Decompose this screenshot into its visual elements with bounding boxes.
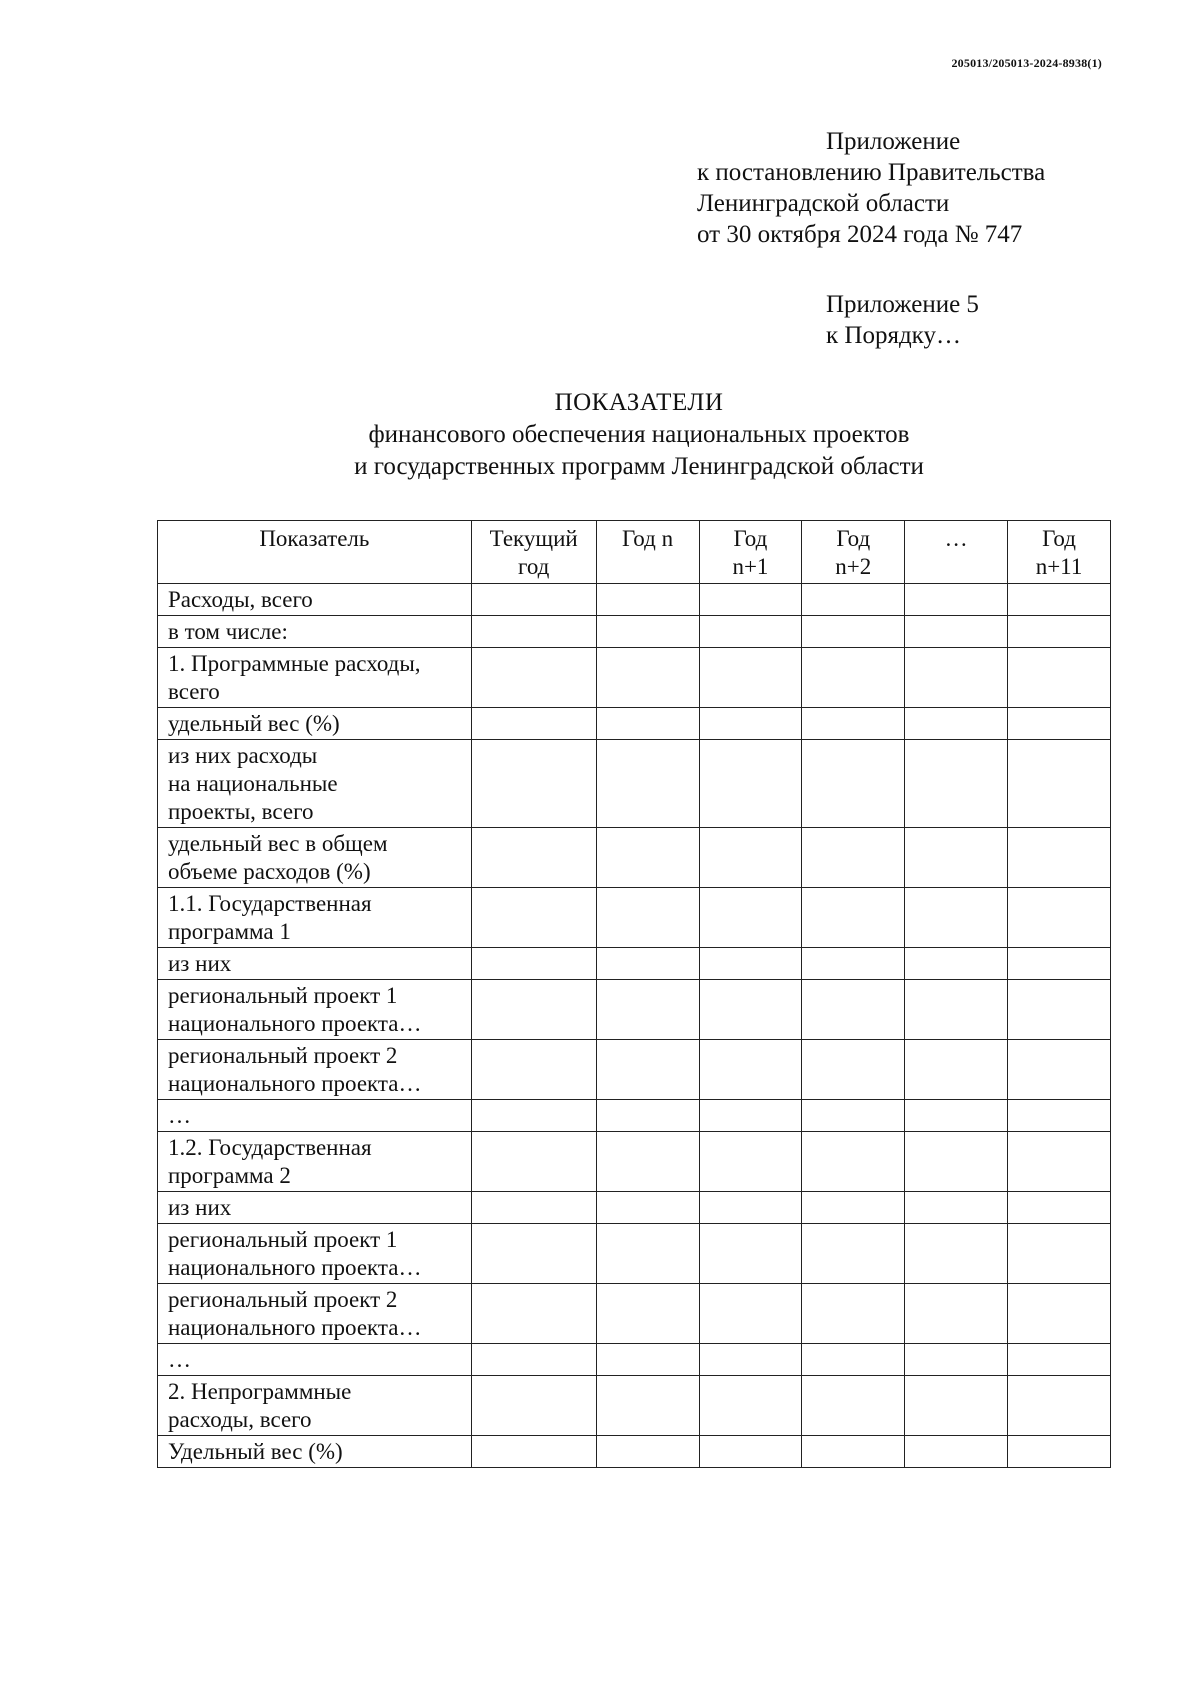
table-row [158,708,1111,740]
appendix-5-line: Приложение 5 [826,291,979,318]
value-cell [802,584,905,616]
value-cell [1008,1344,1111,1376]
value-cell [1008,1040,1111,1100]
table-body [158,584,1111,1468]
value-cell [471,1040,596,1100]
row-label: региональный проект 2 национального проекта… [158,1040,472,1100]
row-label: удельный вес (%) [158,708,472,740]
value-cell [471,740,596,828]
table-row [158,740,1111,828]
value-cell [699,1100,802,1132]
value-cell [471,1192,596,1224]
value-cell [699,1344,802,1376]
value-cell [1008,980,1111,1040]
value-cell [596,1436,699,1468]
value-cell [596,1376,699,1436]
value-cell [1008,1192,1111,1224]
value-cell [802,1224,905,1284]
value-cell [699,980,802,1040]
row-label: 1. Программные расходы, всего [158,648,472,708]
value-cell [905,1376,1008,1436]
value-cell [596,1192,699,1224]
value-cell [471,584,596,616]
row-label: из них расходы на национальные проекты, всего [158,740,472,828]
header-indicator: Показатель [158,521,472,584]
value-cell [471,1100,596,1132]
value-cell [699,740,802,828]
value-cell [905,888,1008,948]
value-cell [905,1224,1008,1284]
header-current-year: Текущий год [471,521,596,584]
row-label: 2. Непрограммные расходы, всего [158,1376,472,1436]
table-row [158,1040,1111,1100]
value-cell [596,740,699,828]
value-cell [596,1344,699,1376]
value-cell [699,1192,802,1224]
value-cell [1008,948,1111,980]
header-year-n2: Год n+2 [802,521,905,584]
value-cell [905,828,1008,888]
value-cell [699,584,802,616]
value-cell [699,1376,802,1436]
value-cell [802,828,905,888]
value-cell [471,948,596,980]
value-cell [1008,1132,1111,1192]
value-cell [1008,1436,1111,1468]
title-line-3: и государственных программ Ленинградской области [354,453,924,480]
table-row [158,1284,1111,1344]
value-cell [471,980,596,1040]
value-cell [802,948,905,980]
value-cell [699,828,802,888]
value-cell [471,828,596,888]
table-row [158,1344,1111,1376]
value-cell [596,948,699,980]
value-cell [1008,1224,1111,1284]
value-cell [905,708,1008,740]
row-label: региональный проект 2 национального проекта… [158,1284,472,1344]
table-header-row [158,521,1111,584]
value-cell [471,1224,596,1284]
row-label: из них [158,1192,472,1224]
value-cell [596,1100,699,1132]
value-cell [802,1376,905,1436]
value-cell [802,740,905,828]
value-cell [471,648,596,708]
table-row [158,1132,1111,1192]
value-cell [596,708,699,740]
value-cell [1008,828,1111,888]
value-cell [699,1436,802,1468]
value-cell [699,1040,802,1100]
table-row [158,1376,1111,1436]
value-cell [802,1192,905,1224]
table-row [158,1436,1111,1468]
value-cell [471,1284,596,1344]
value-cell [905,740,1008,828]
row-label: в том числе: [158,616,472,648]
document-title [0,387,1200,483]
table-row [158,828,1111,888]
document-id: 205013/205013-2024-8938(1) [951,56,1102,70]
value-cell [699,616,802,648]
row-label: удельный вес в общем объеме расходов (%) [158,828,472,888]
value-cell [471,708,596,740]
value-cell [802,1436,905,1468]
title-main: ПОКАЗАТЕЛИ [554,389,724,416]
value-cell [699,648,802,708]
value-cell [905,1132,1008,1192]
value-cell [596,828,699,888]
value-cell [1008,888,1111,948]
table-row [158,584,1111,616]
row-label: из них [158,948,472,980]
value-cell [905,648,1008,708]
value-cell [802,1040,905,1100]
header-year-n1: Год n+1 [699,521,802,584]
appendix-line: от 30 октября 2024 года № 747 [697,221,1023,248]
value-cell [905,1344,1008,1376]
row-label: 1.2. Государственная программа 2 [158,1132,472,1192]
value-cell [905,980,1008,1040]
row-label: … [158,1344,472,1376]
value-cell [471,1344,596,1376]
value-cell [596,616,699,648]
appendix-line: к постановлению Правительства [697,159,1046,186]
table-row [158,648,1111,708]
value-cell [699,948,802,980]
value-cell [802,888,905,948]
value-cell [802,1344,905,1376]
value-cell [802,648,905,708]
value-cell [905,948,1008,980]
appendix-5-line: к Порядку… [826,322,961,349]
row-label: 1.1. Государственная программа 1 [158,888,472,948]
value-cell [471,1376,596,1436]
value-cell [905,584,1008,616]
value-cell [1008,616,1111,648]
value-cell [471,616,596,648]
value-cell [1008,1376,1111,1436]
row-label: Удельный вес (%) [158,1436,472,1468]
appendix-header [697,126,1045,250]
indicators-table [157,520,1111,1468]
value-cell [905,1436,1008,1468]
table-row [158,1192,1111,1224]
value-cell [1008,708,1111,740]
value-cell [802,1132,905,1192]
title-line-2: финансового обеспечения национальных проектов [368,421,910,448]
value-cell [905,1284,1008,1344]
value-cell [905,1100,1008,1132]
appendix-5-header [826,289,979,351]
table-row [158,616,1111,648]
value-cell [596,1040,699,1100]
value-cell [802,1284,905,1344]
appendix-line: Приложение [826,128,961,155]
appendix-line: Ленинградской области [697,190,950,217]
table-row [158,888,1111,948]
value-cell [1008,1100,1111,1132]
value-cell [699,888,802,948]
value-cell [802,980,905,1040]
value-cell [596,648,699,708]
value-cell [699,1224,802,1284]
row-label: региональный проект 1 национального проекта… [158,1224,472,1284]
value-cell [905,1040,1008,1100]
value-cell [596,1224,699,1284]
header-ellipsis: … [905,521,1008,584]
table-row [158,980,1111,1040]
value-cell [802,1100,905,1132]
value-cell [471,888,596,948]
header-year-n11: Год n+11 [1008,521,1111,584]
value-cell [699,1132,802,1192]
value-cell [699,708,802,740]
table-row [158,1224,1111,1284]
value-cell [1008,584,1111,616]
value-cell [699,1284,802,1344]
value-cell [596,888,699,948]
value-cell [802,616,905,648]
row-label: Расходы, всего [158,584,472,616]
table-row [158,948,1111,980]
table-row [158,1100,1111,1132]
value-cell [1008,1284,1111,1344]
value-cell [596,980,699,1040]
value-cell [471,1132,596,1192]
row-label: региональный проект 1 национального проекта… [158,980,472,1040]
value-cell [471,1436,596,1468]
value-cell [905,1192,1008,1224]
header-year-n: Год n [596,521,699,584]
value-cell [905,616,1008,648]
value-cell [596,584,699,616]
row-label: … [158,1100,472,1132]
value-cell [596,1284,699,1344]
value-cell [802,708,905,740]
value-cell [596,1132,699,1192]
value-cell [1008,648,1111,708]
value-cell [1008,740,1111,828]
